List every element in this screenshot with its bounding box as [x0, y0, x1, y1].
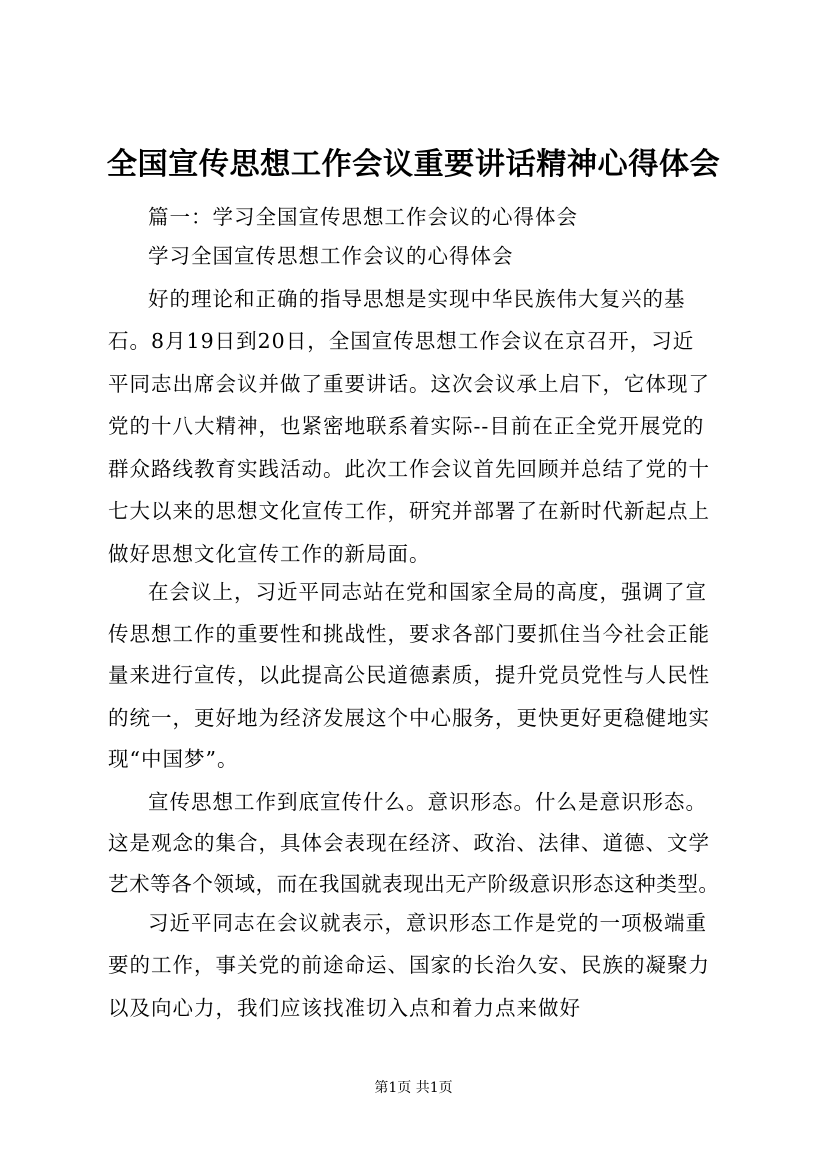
text-line: 要的工作，事关党的前途命运、国家的长治久安、民族的凝聚力: [108, 953, 710, 977]
text-line: 学习全国宣传思想工作会议的心得体会: [148, 244, 514, 268]
text-line: 七大以来的思想文化宣传工作，研究并部署了在新时代新起点上: [108, 499, 710, 523]
text-line: 的统一，更好地为经济发展这个中心服务，更快更好更稳健地实: [108, 706, 710, 730]
document-title: 全国宣传思想工作会议重要讲话精神心得体会: [106, 147, 721, 182]
text-line: 这是观念的集合，具体会表现在经济、政治、法律、道德、文学: [108, 831, 710, 855]
text-line: 在会议上，习近平同志站在党和国家全局的高度，强调了宣: [148, 580, 707, 604]
text-line: 传思想工作的重要性和挑战性，要求各部门要抓住当今社会正能: [108, 622, 710, 646]
text-line: 现“中国梦”。: [108, 747, 239, 771]
text-line: 党的十八大精神，也紧密地联系着实际--目前在正全党开展党的: [108, 414, 705, 438]
text-line: 量来进行宣传，以此提高公民道德素质，提升党员党性与人民性: [108, 663, 710, 687]
text-line: 宣传思想工作到底宣传什么。意识形态。什么是意识形态。: [148, 790, 707, 814]
text-line: 群众路线教育实践活动。此次工作会议首先回顾并总结了党的十: [108, 457, 710, 481]
page-footer: 第1页 共1页: [374, 1080, 453, 1096]
text-line: 石。8月19日到20日，全国宣传思想工作会议在京召开，习近: [108, 329, 695, 353]
text-line: 做好思想文化宣传工作的新局面。: [108, 542, 431, 566]
text-line: 好的理论和正确的指导思想是实现中华民族伟大复兴的基: [148, 287, 686, 311]
text-line: 习近平同志在会议就表示，意识形态工作是党的一项极端重: [148, 911, 707, 935]
text-line: 以及向心力，我们应该找准切入点和着力点来做好: [108, 996, 581, 1020]
text-line: 艺术等各个领域，而在我国就表现出无产阶级意识形态这种类型。: [108, 872, 720, 896]
text-line: 篇一：学习全国宣传思想工作会议的心得体会: [148, 205, 578, 229]
text-line: 平同志出席会议并做了重要讲话。这次会议承上启下，它体现了: [108, 372, 710, 396]
